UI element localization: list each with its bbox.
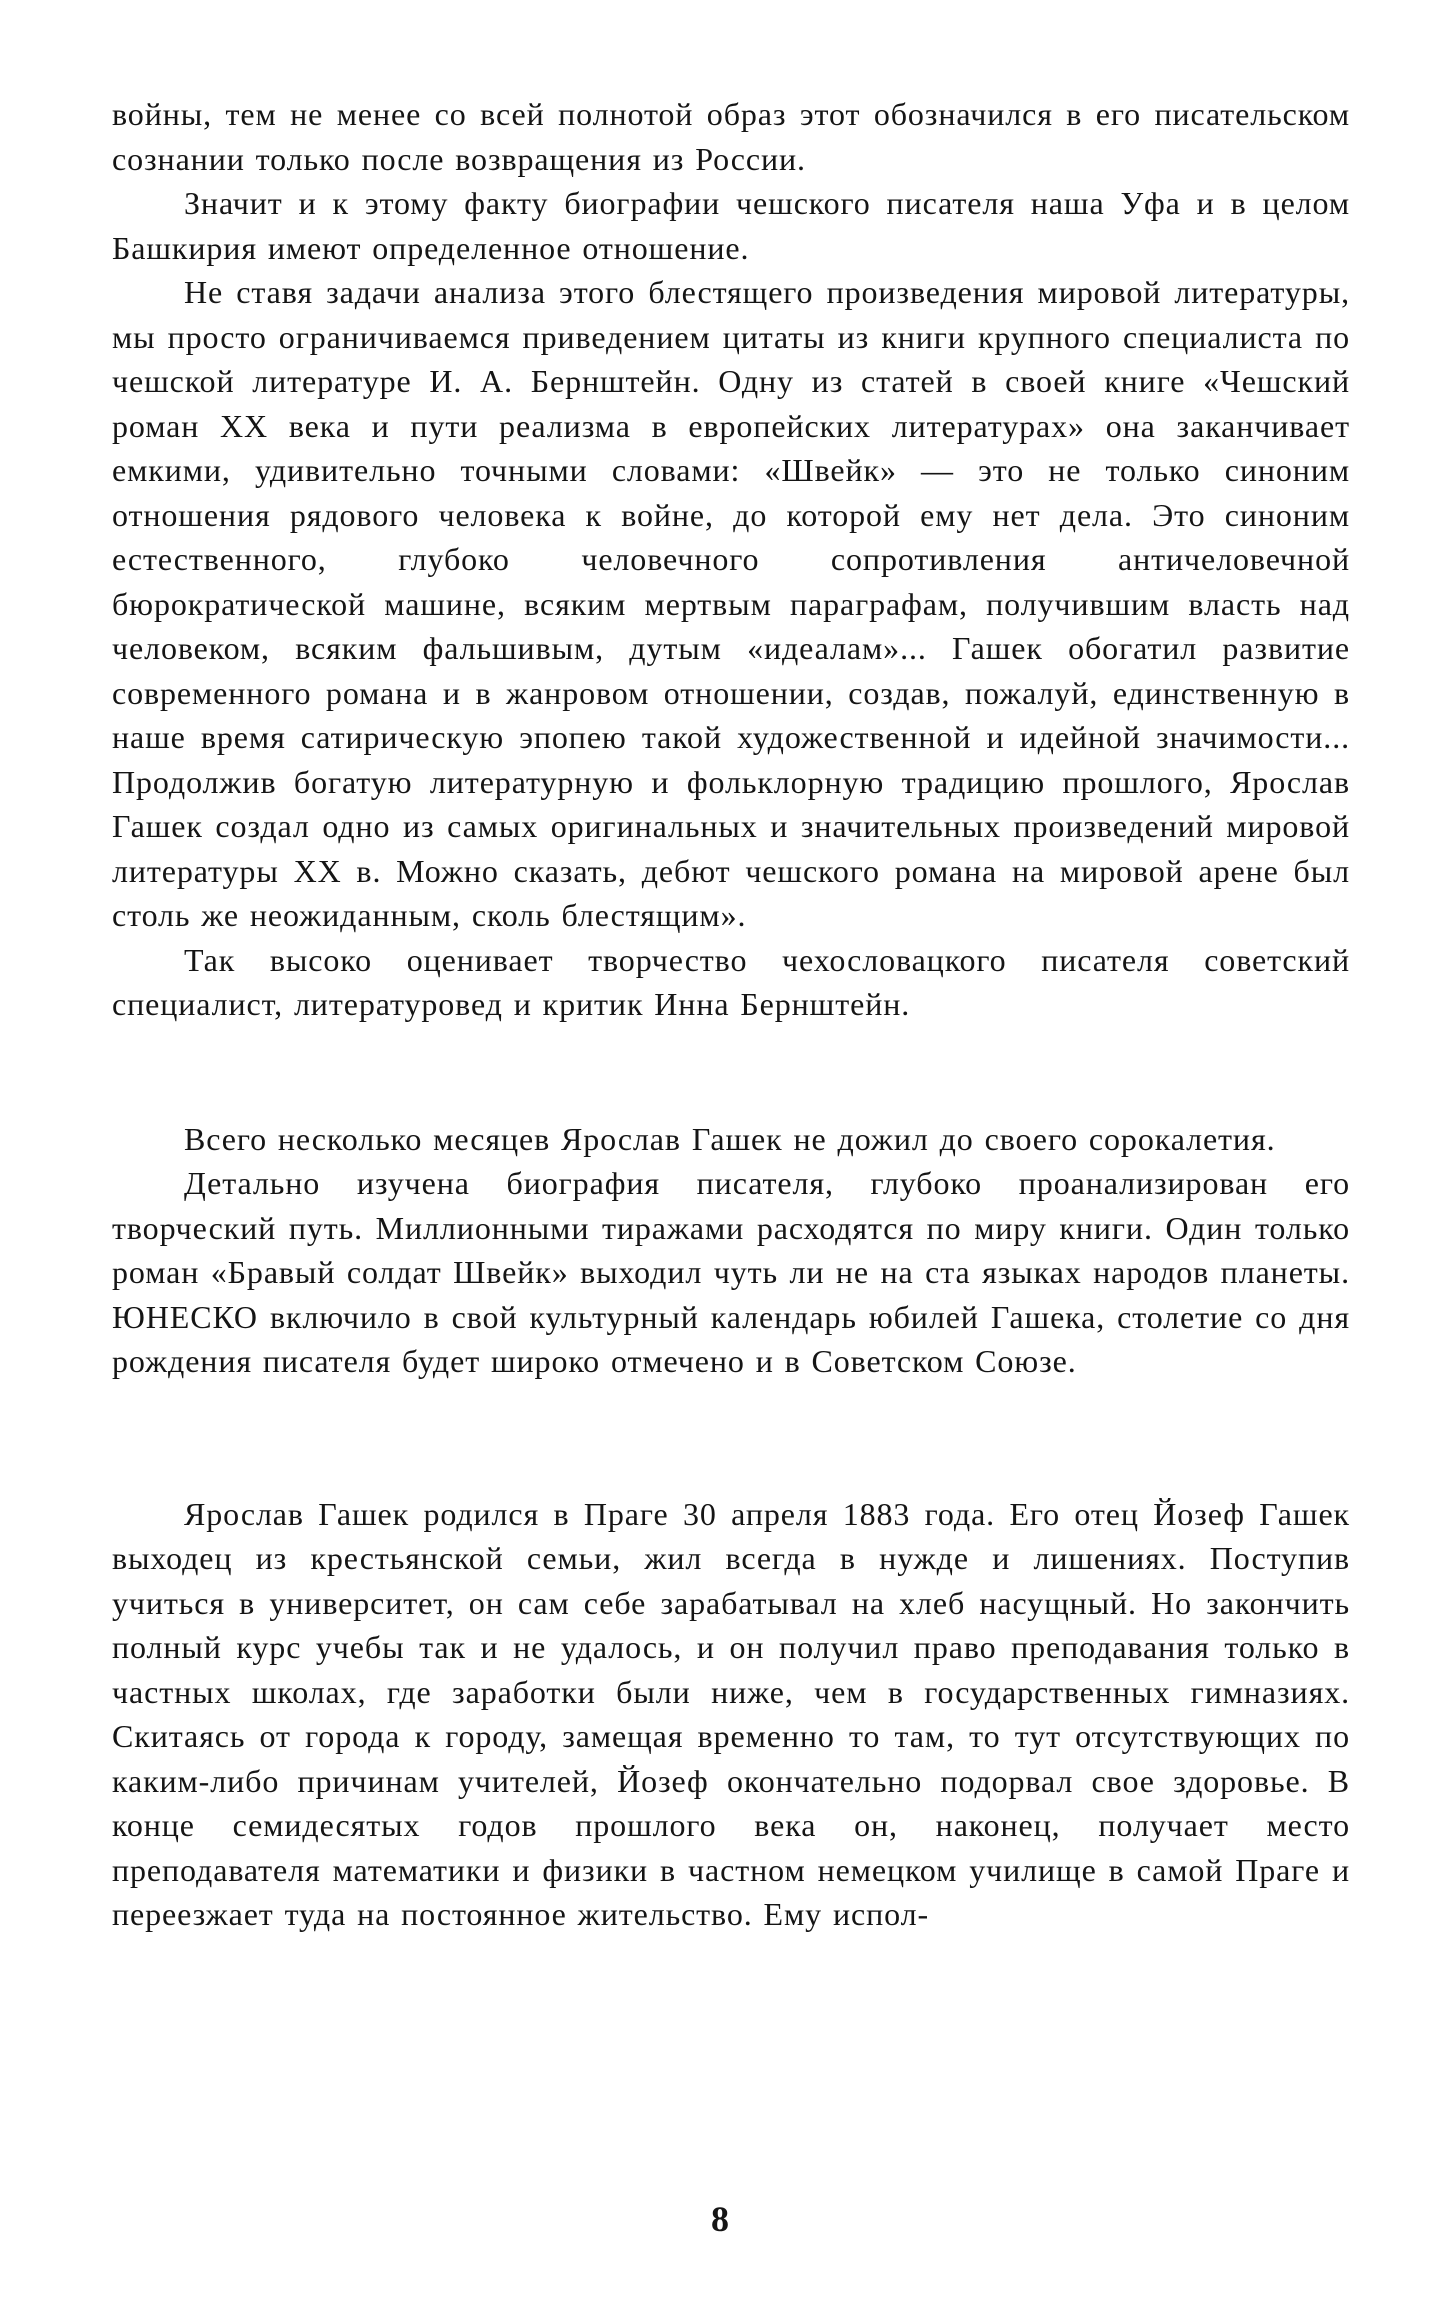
paragraph: войны, тем не менее со всей полнотой образ этот обозначился в его писательском сознании только после возвращения из России.: [112, 96, 1350, 177]
paragraph: Так высоко оценивает творчество чехословацкого писателя советский специалист, литературовед и критик Инна Бернштейн.: [112, 941, 1350, 1022]
section-break: [112, 1384, 1350, 1492]
paragraph: Всего несколько месяцев Ярослав Гашек не дожил до своего сорокалетия.: [184, 1120, 1276, 1157]
paragraph: Не ставя задачи анализа этого блестящего произведения мировой литературы, мы просто ограничиваемся приведением цитаты из книги крупного специалиста по чешской литературе И. А. Бернштейн. Одну из статей в своей книге «Чешский роман XX века и пути реализма в европейских литературах» она заканчивает емкими, удивительно точными словами: «Швейк» — это не только синоним отношения рядового человека к войне, до которой ему нет дела. Это синоним естественного, глубоко человечного сопротивления античеловечной бюрократической машине, всяким мертвым параграфам, получившим власть над человеком, всяким фальшивым, дутым «идеалам»... Гашек обогатил развитие современного романа и в жанровом отношении, создав, пожалуй, единственную в наше время сатирическую эпопею такой художественной и идейной значимости... Продолжив богатую литературную и фольклорную традицию прошлого, Ярослав Гашек создал одно из самых оригинальных и значительных произведений мировой литературы XX в. Можно сказать, дебют чешского романа на мировой арене был столь же неожиданным, сколь блестящим».: [112, 274, 1350, 933]
paragraph: Значит и к этому факту биографии чешского писателя наша Уфа и в целом Башкирия имеют определенное отношение.: [112, 185, 1350, 266]
paragraph: Ярослав Гашек родился в Праге 30 апреля 1883 года. Его отец Йозеф Гашек выходец из крестьянской семьи, жил всегда в нужде и лишениях. Поступив учиться в университет, он сам себе зарабатывал на хлеб насущный. Но закончить полный курс учебы так и не удалось, и он получил право преподавания только в частных школах, где заработки были ниже, чем в государственных гимназиях. Скитаясь от города к городу, замещая временно то там, то тут отсутствующих по каким-либо причинам учителей, Йозеф окончательно подорвал свое здоровье. В конце семидесятых годов прошлого века он, наконец, получает место преподавателя математики и физики в частном немецком училище в самой Праге и переезжает туда на постоянное жительство. Ему испол-: [112, 1495, 1350, 1932]
page-number: 8: [711, 2199, 729, 2239]
section-break: [112, 1027, 1350, 1117]
paragraph: Детально изучена биография писателя, глубоко проанализирован его творческий путь. Миллионными тиражами расходятся по миру книги. Один только роман «Бравый солдат Швейк» выходил чуть ли не на ста языках народов планеты. ЮНЕСКО включило в свой культурный календарь юбилей Гашека, столетие со дня рождения писателя будет широко отмечено и в Советском Союзе.: [112, 1165, 1350, 1379]
page-body: [112, 92, 1350, 1937]
